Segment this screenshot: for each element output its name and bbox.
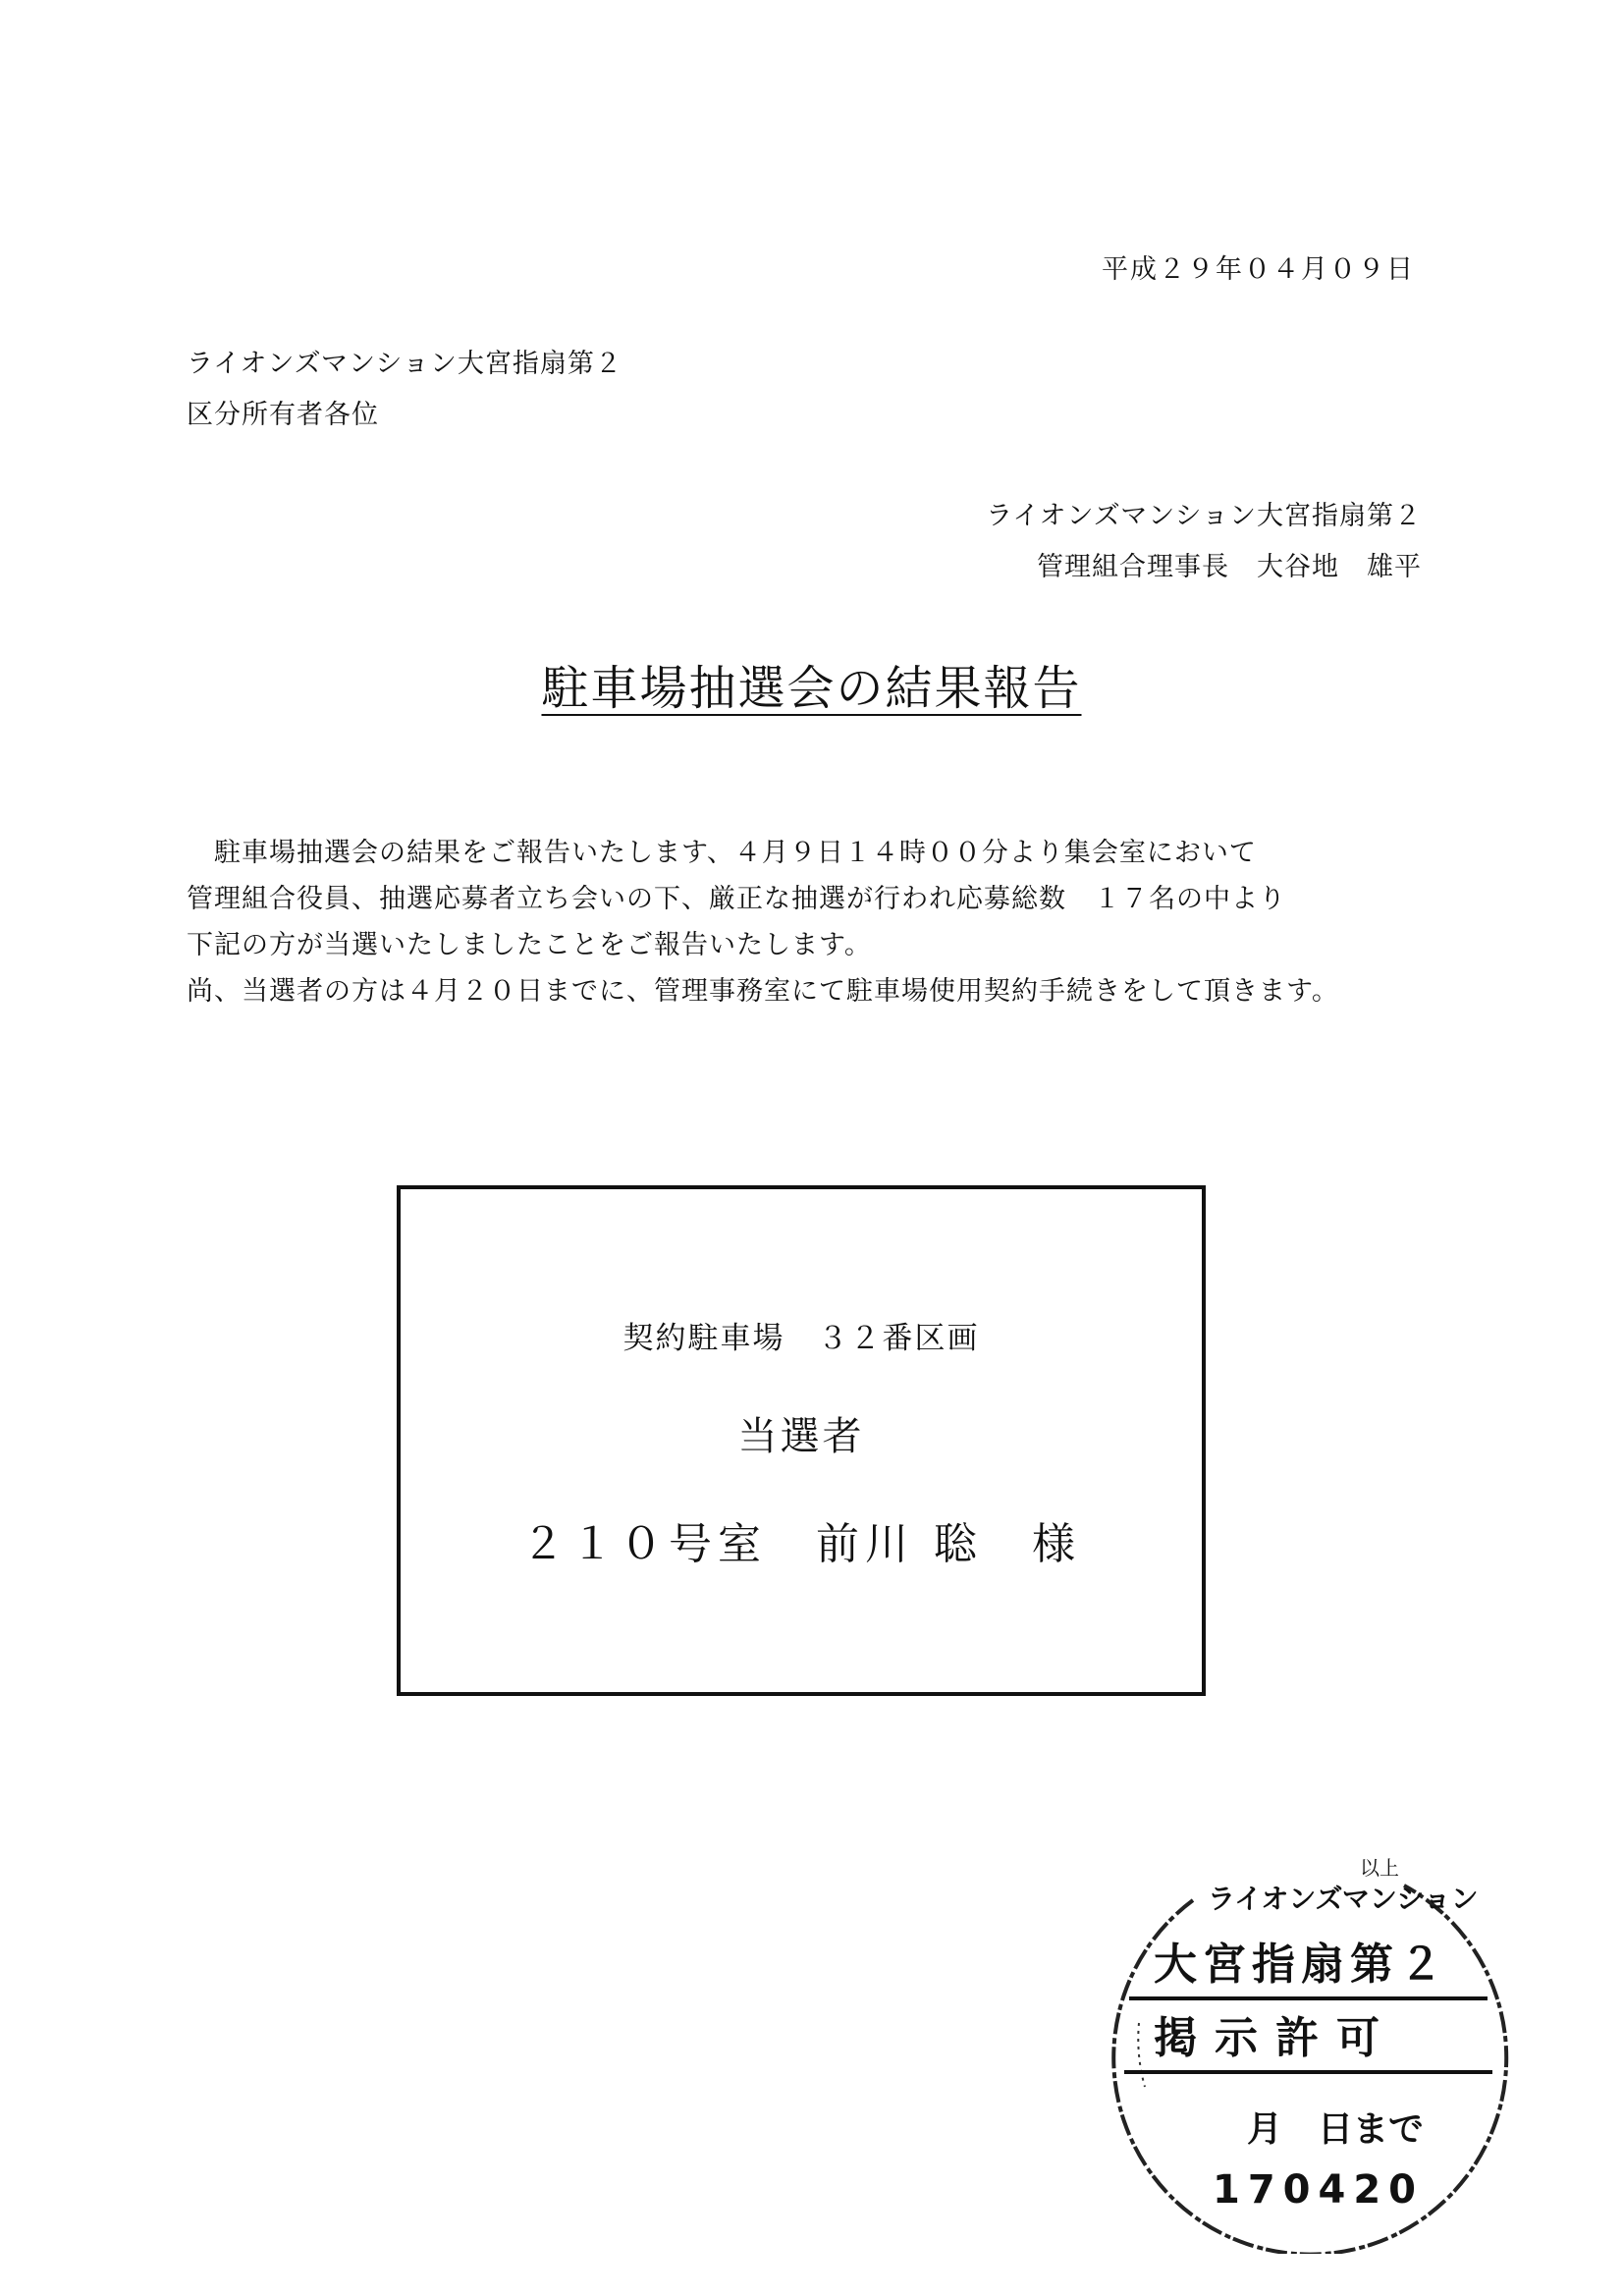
recipient-line-2: 区分所有者各位 (187, 400, 379, 430)
body-paragraph-line: 尚、当選者の方は４月２０日までに、管理事務室にて駐車場使用契約手続きをして頂きます。 (187, 976, 1339, 1007)
stamp-org-name: 大宮指扇第２ (1154, 1940, 1448, 1990)
sender-block (986, 491, 1422, 593)
body-paragraph-line: 駐車場抽選会の結果をご報告いたします、４月９日１４時００分より集会室において (187, 838, 1257, 868)
stamp-org-top: ライオンズマンション (1208, 1883, 1479, 1915)
document-date: 平成２９年０４月０９日 (1102, 254, 1415, 285)
stamp-left-dots (1138, 2023, 1145, 2087)
stamp-permit-label: 掲示許可 (1154, 2013, 1397, 2063)
recipient-block (187, 339, 622, 441)
document-title (0, 650, 1623, 718)
document-title-text: 駐車場抽選会の結果報告 (541, 661, 1082, 716)
result-box (397, 1185, 1206, 1696)
approval-stamp (1100, 1841, 1512, 2254)
winner-name: ２１０号室 前川 聡 様 (521, 1519, 1081, 1569)
stamp-date-code: 170420 (1213, 2167, 1424, 2213)
body-paragraph-line: 管理組合役員、抽選応募者立ち会いの下、厳正な抽選が行われ応募総数 １７名の中より (187, 884, 1286, 914)
sender-line-2: 管理組合理事長 大谷地 雄平 (1037, 552, 1422, 582)
body-paragraph-line: 下記の方が当選いたしましたことをご報告いたします。 (187, 930, 872, 960)
parking-lot-label: 契約駐車場 ３２番区画 (622, 1321, 980, 1356)
closing-mark: 以上 (1360, 1856, 1399, 1880)
body-text (187, 830, 1463, 1014)
stamp-until-label: 月 日まで (1247, 2109, 1425, 2150)
approval-stamp-seal (1100, 1841, 1512, 2254)
recipient-line-1: ライオンズマンション大宮指扇第２ (187, 349, 622, 379)
sender-line-1: ライオンズマンション大宮指扇第２ (986, 501, 1422, 531)
winner-heading: 当選者 (737, 1414, 865, 1459)
